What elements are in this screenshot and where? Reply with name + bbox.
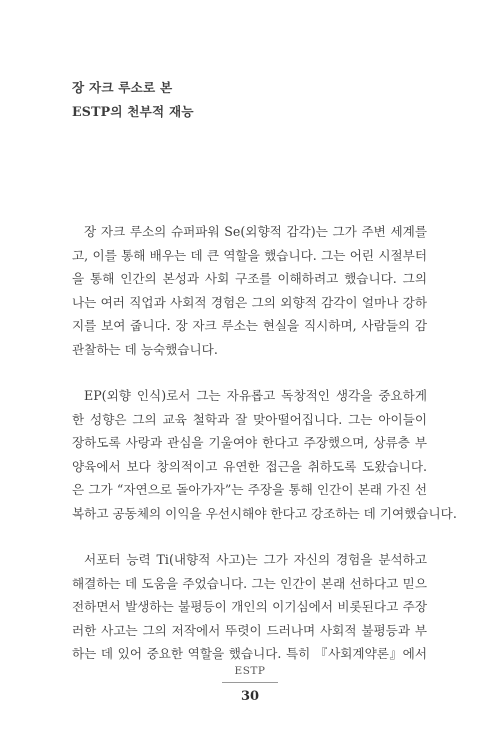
running-footer-label: ESTP [234,665,266,677]
text-line: 은 그가 “자연으로 돌아가자”는 주장을 통해 인간이 본래 가진 선 [72,482,427,497]
text-line: 복하고 공동체의 이익을 우선시해야 한다고 강조하는 데 기여했습니다. [72,505,457,521]
text-line: 양육에서 보다 창의적이고 유연한 접근을 취하도록 도왔습니다. [72,458,427,474]
text-line: 장하도록 사랑과 관심을 기울여야 한다고 주장했으며, 상류층 부 [72,435,427,450]
text-line: 을 통해 인간의 본성과 사회 구조를 이해하려고 했습니다. 그의 [72,271,427,286]
text-line: 한 성향은 그의 교육 철학과 잘 맞아떨어집니다. 그는 아이들이 [72,411,427,427]
text-line: 하는 데 있어 중요한 역할을 했습니다. 특히 『사회계약론』에서 [72,646,427,661]
chapter-title [72,76,194,123]
text-line: 지를 보여 줍니다. 장 자크 루소는 현실을 직시하며, 사람들의 감 [72,318,427,333]
text-line: 러한 사고는 그의 저작에서 뚜렷이 드러나며 사회적 불평등과 부 [72,622,427,638]
paragraph-se [72,220,427,361]
text-line: 해결하는 데 도움을 주었습니다. 그는 인간이 본래 선하다고 믿으 [72,575,427,591]
paragraph-ep [72,384,457,525]
footer-divider [222,682,278,683]
paragraph-ti [72,548,427,666]
chapter-title-line-1: 장 자크 루소로 본 [72,80,173,95]
text-line: 관찰하는 데 능숙했습니다. [72,341,218,357]
text-line: 서포터 능력 Ti(내향적 사고)는 그가 자신의 경험을 분석하고 [84,552,427,567]
text-line: 나는 여러 직업과 사회적 경험은 그의 외향적 감각이 얼마나 강하 [72,294,427,310]
text-line: 장 자크 루소의 슈퍼파워 Se(외향적 감각)는 그가 주변 세계를 [84,224,427,239]
body-text [72,220,457,689]
chapter-title-line-2: ESTP의 천부적 재능 [72,103,194,119]
text-line: 고, 이를 통해 배우는 데 큰 역할을 했습니다. 그는 어린 시절부터 [72,247,427,263]
page-number: 30 [240,689,260,704]
text-line: 전하면서 발생하는 불평등이 개인의 이기심에서 비롯된다고 주장 [72,599,427,614]
page-footer [0,664,500,705]
text-line: EP(외향 인식)로서 그는 자유롭고 독창적인 생각을 중요하게 [84,388,427,403]
